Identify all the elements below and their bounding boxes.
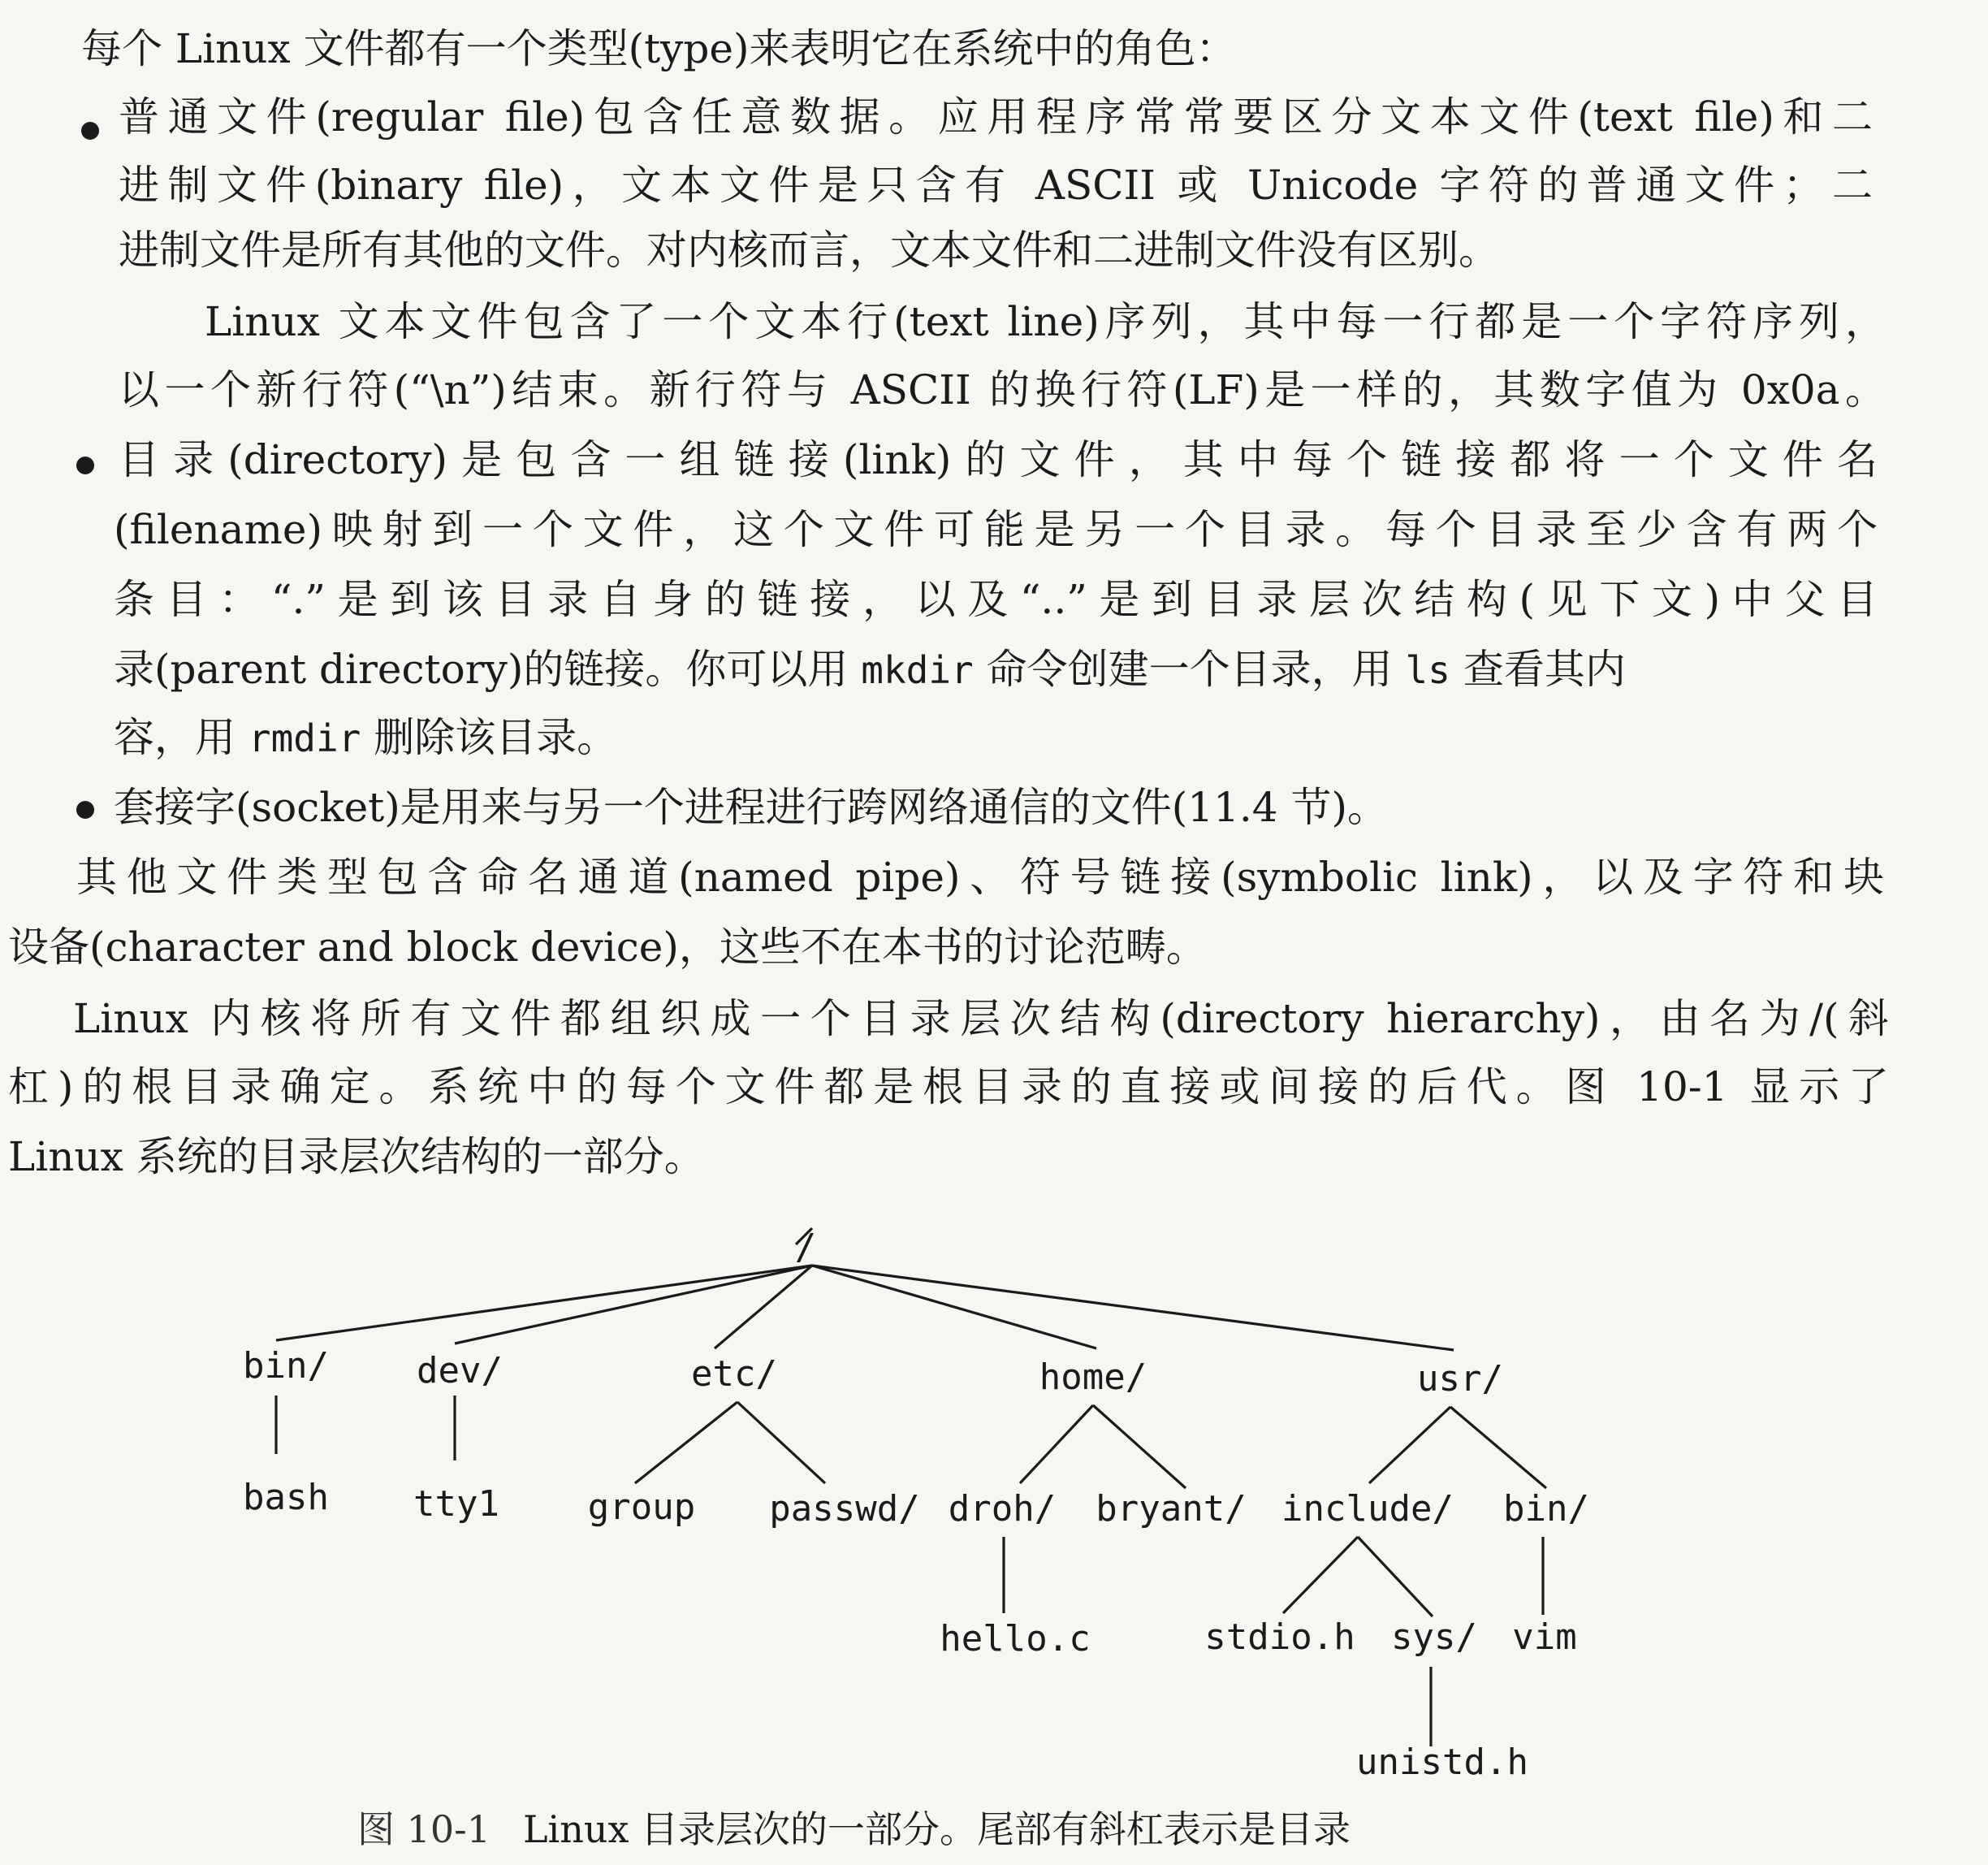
figure-caption	[357, 1805, 1351, 1854]
hierarchy-line-1: Linux 内核将所有文件都组织成一个目录层次结构(directory hierarchy)，由名为/(斜	[73, 995, 1889, 1042]
edge-root-home	[812, 1266, 1096, 1348]
hierarchy-line-3: Linux 系统的目录层次结构的一部分。	[8, 1133, 705, 1180]
node-group: group	[587, 1486, 696, 1528]
edge-usr-include	[1369, 1407, 1450, 1483]
edge-usr-bin	[1450, 1407, 1546, 1488]
node-bryant: bryant/	[1096, 1488, 1247, 1530]
directory-line-4-part-a: 录(parent directory)的链接。你可以用	[114, 646, 862, 693]
node-droh: droh/	[948, 1488, 1057, 1530]
node-root: /	[794, 1227, 817, 1268]
directory-line-4-part-c: 查看其内	[1450, 646, 1626, 693]
regular-file-line-1: 普通文件(regular file)包含任意数据。应用程序常常要区分文本文件(text file)和二	[119, 93, 1873, 141]
node-tty1: tty1	[413, 1483, 499, 1525]
node-hello-c: hello.c	[940, 1618, 1091, 1659]
node-bin: bin/	[243, 1345, 329, 1387]
directory-line-5-part-b: 删除该目录。	[361, 714, 618, 761]
directory-line-3: 条目：“.”是到该目录自身的链接，以及“..”是到目录层次结构(见下文)中父目	[114, 576, 1878, 623]
directory-line-1: 目录(directory)是包含一组链接(link)的文件，其中每个链接都将一个文件名	[119, 436, 1878, 483]
node-stdio-h: stdio.h	[1204, 1616, 1355, 1658]
edge-home-bryant	[1093, 1405, 1186, 1488]
node-usr-bin: bin/	[1503, 1488, 1589, 1530]
node-home: home/	[1039, 1357, 1147, 1398]
edge-include-stdio	[1283, 1537, 1358, 1613]
edge-home-droh	[1020, 1405, 1093, 1483]
text-file-line-1: Linux 文本文件包含了一个文本行(text line)序列，其中每一行都是一个字符序列，	[205, 298, 1886, 345]
node-unistd-h: unistd.h	[1356, 1742, 1528, 1783]
edge-root-usr	[812, 1266, 1454, 1350]
intro-paragraph: 每个 Linux 文件都有一个类型(type)来表明它在系统中的角色：	[81, 25, 1237, 72]
edge-etc-passwd	[737, 1402, 825, 1483]
node-passwd: passwd/	[769, 1488, 920, 1530]
directory-line-4-part-b: 命令创建一个目录，用	[973, 646, 1406, 693]
regular-file-line-2: 进制文件(binary file)，文本文件是只含有 ASCII 或 Unicode 字符的普通文件；二	[119, 162, 1873, 209]
node-include: include/	[1281, 1488, 1454, 1530]
ls-command: ls	[1405, 648, 1450, 692]
socket-line-1: 套接字(socket)是用来与另一个进程进行跨网络通信的文件(11.4 节)。	[114, 784, 1388, 831]
edge-root-dev	[455, 1266, 812, 1344]
node-bash: bash	[243, 1477, 329, 1518]
mkdir-command: mkdir	[861, 648, 974, 692]
text-file-line-2: 以一个新行符(“\n”)结束。新行符与 ASCII 的换行符(LF)是一样的，其数字值为 0x0a。	[119, 366, 1886, 413]
node-sys: sys/	[1391, 1616, 1477, 1658]
node-vim: vim	[1512, 1616, 1577, 1658]
figure-number: 图 10-1	[357, 1807, 491, 1851]
edge-root-bin	[276, 1266, 812, 1340]
node-dev: dev/	[417, 1350, 503, 1391]
node-etc: etc/	[691, 1353, 777, 1395]
rmdir-command: rmdir	[248, 716, 361, 760]
figure-caption-text: Linux 目录层次的一部分。尾部有斜杠表示是目录	[522, 1807, 1351, 1851]
node-usr: usr/	[1417, 1358, 1503, 1400]
hierarchy-line-2: 杠)的根目录确定。系统中的每个文件都是根目录的直接或间接的后代。图 10-1 显示了	[8, 1063, 1889, 1110]
edge-etc-group	[635, 1402, 737, 1483]
other-types-line-1: 其他文件类型包含命名通道(named pipe)、符号链接(symbolic link)，以及字符和块	[76, 854, 1884, 901]
directory-line-2: (filename)映射到一个文件，这个文件可能是另一个目录。每个目录至少含有两个	[114, 506, 1878, 553]
directory-line-5-part-a: 容，用	[114, 714, 248, 761]
edge-include-sys	[1358, 1537, 1433, 1616]
other-types-line-2: 设备(character and block device)，这些不在本书的讨论范畴。	[8, 924, 1207, 971]
regular-file-line-3: 进制文件是所有其他的文件。对内核而言，文本文件和二进制文件没有区别。	[119, 227, 1499, 274]
